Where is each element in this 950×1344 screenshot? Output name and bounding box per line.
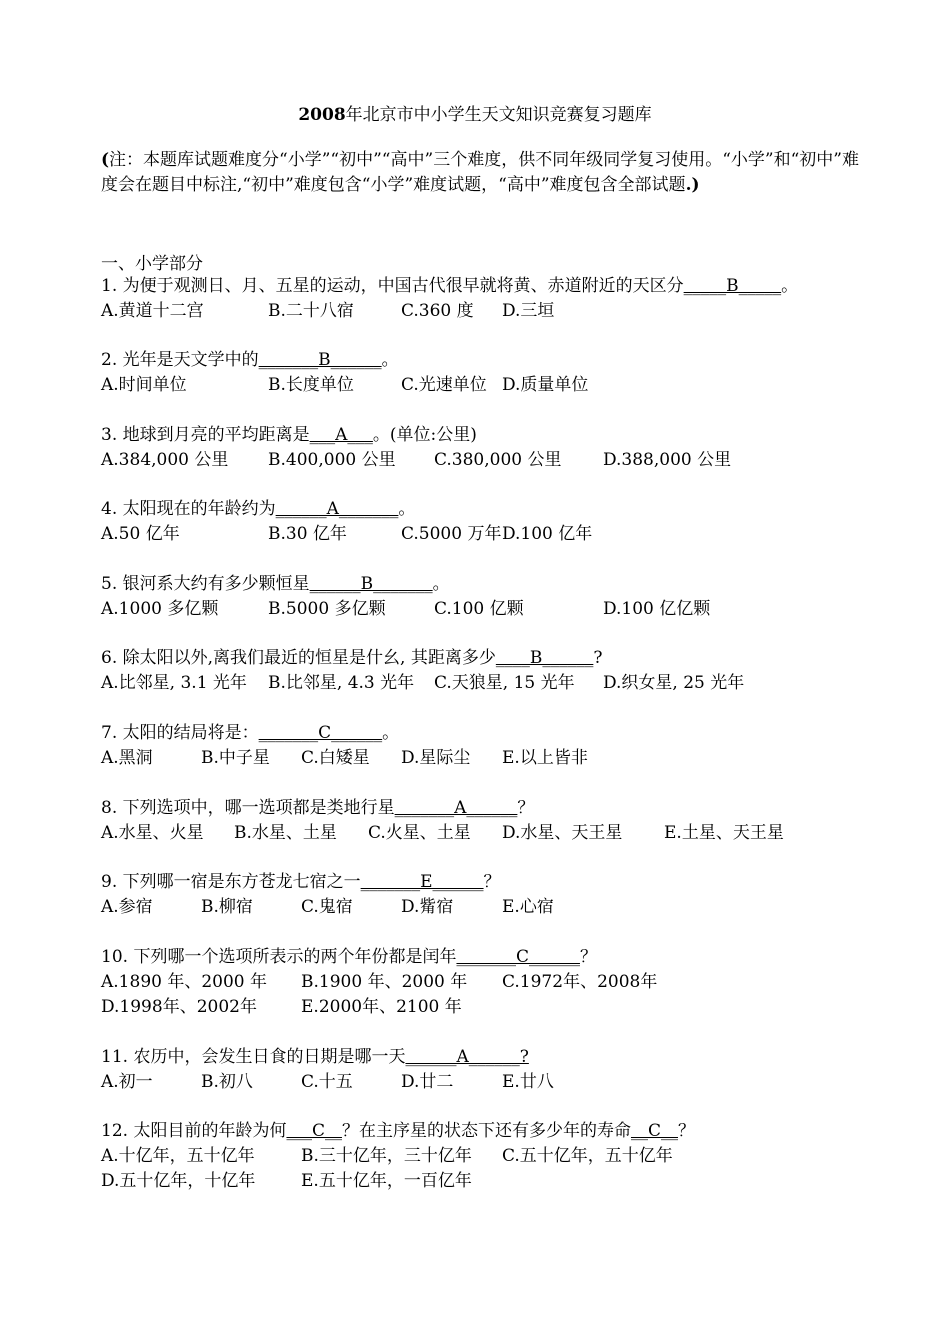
question-text: 。: [382, 723, 400, 743]
option-a: A.水星、火星: [101, 823, 204, 843]
options-row: [101, 299, 861, 324]
question-3: [101, 423, 861, 473]
question-text: ？在主序星的状态下还有多少年的寿命: [341, 1121, 631, 1141]
option-a: A.黄道十二宫: [101, 301, 204, 321]
option-b: B.5000 多亿颗: [268, 599, 386, 619]
question-text: 。: [381, 350, 399, 370]
question-stem: [101, 1119, 861, 1144]
question-8: [101, 796, 861, 846]
question-text: 8. 下列选项中，哪一选项都是类地行星: [101, 798, 395, 818]
question-text: 。(单位:公里): [372, 425, 477, 445]
option-c: C.1972年、2008年: [502, 972, 658, 992]
option-b: B.初八: [201, 1072, 253, 1092]
option-b: B.柳宿: [201, 897, 253, 917]
option-a: A.1000 多亿颗: [101, 599, 219, 619]
question-2: [101, 348, 861, 398]
option-e: E.五十亿年，一百亿年: [301, 1171, 472, 1191]
answer-blank: ______B_______: [309, 574, 433, 594]
options-row: [101, 597, 861, 622]
option-b: B.中子星: [201, 748, 270, 768]
options-row: [101, 995, 861, 1020]
question-text: 6. 除太阳以外,离我们最近的恒星是什幺, 其距离多少: [101, 648, 496, 668]
question-6: [101, 646, 861, 696]
answer-blank: ___C__: [286, 1121, 342, 1141]
question-1: [101, 274, 861, 324]
question-10: [101, 945, 861, 1020]
question-5: [101, 572, 861, 622]
option-b: B.长度单位: [268, 375, 354, 395]
answer-blank: __C__: [630, 1121, 678, 1141]
question-stem: [101, 796, 861, 821]
option-c: C.鬼宿: [301, 897, 353, 917]
option-b: B.二十八宿: [268, 301, 354, 321]
option-b: B.1900 年、2000 年: [301, 972, 468, 992]
note-text: 注：本题库试题难度分“小学”“初中”“高中”三个难度，供不同年级同学复习使用。“小学”和“初中”难度会在题目中标注,“初中”难度包含“小学”难度试题，“高中”难度包含全部试题: [101, 150, 859, 195]
option-e: E.2000年、2100 年: [301, 997, 462, 1017]
options-row: [101, 671, 861, 696]
answer-blank: ______A______?: [405, 1047, 529, 1067]
option-e: E.廿八: [502, 1072, 554, 1092]
option-b: B.比邻星, 4.3 光年: [268, 673, 415, 693]
option-b: B.30 亿年: [268, 524, 347, 544]
options-row: [101, 448, 861, 473]
option-c: C.5000 万年: [401, 524, 502, 544]
answer-blank: _______C______: [258, 723, 383, 743]
question-stem: [101, 348, 861, 373]
option-d: D.五十亿年，十亿年: [101, 1171, 256, 1191]
question-stem: [101, 646, 861, 671]
question-text: 11. 农历中，会发生日食的日期是哪一天: [101, 1047, 406, 1067]
question-text: 3. 地球到月亮的平均距离是: [101, 425, 310, 445]
option-e: E.土星、天王星: [664, 823, 784, 843]
option-d: D.1998年、2002年: [101, 997, 257, 1017]
option-c: C.光速单位: [401, 375, 487, 395]
option-b: B.水星、土星: [234, 823, 337, 843]
question-stem: [101, 870, 861, 895]
options-row: [101, 746, 861, 771]
option-c: C.白矮星: [301, 748, 370, 768]
question-text: 。: [781, 276, 799, 296]
question-text: ？: [517, 798, 535, 818]
question-text: 。: [398, 499, 416, 519]
option-a: A.初一: [101, 1072, 153, 1092]
question-stem: [101, 274, 861, 299]
option-a: A.参宿: [101, 897, 153, 917]
question-text: ？: [579, 947, 597, 967]
option-c: C.100 亿颗: [434, 599, 524, 619]
answer-blank: _______B______: [258, 350, 382, 370]
option-d: D.100 亿年: [502, 524, 593, 544]
question-11: [101, 1045, 861, 1095]
question-stem: [101, 1045, 861, 1070]
option-d: D.星际尘: [401, 748, 471, 768]
question-text: 5. 银河系大约有多少颗恒星: [101, 574, 310, 594]
option-a: A.黑洞: [101, 748, 153, 768]
option-e: E.心宿: [502, 897, 554, 917]
question-text: 2. 光年是天文学中的: [101, 350, 259, 370]
options-row: [101, 522, 861, 547]
question-text: 10. 下列哪一个选项所表示的两个年份都是闰年: [101, 947, 457, 967]
option-c: C.天狼星, 15 光年: [434, 673, 575, 693]
option-d: D.水星、天王星: [502, 823, 623, 843]
question-text: 12. 太阳目前的年龄为何: [101, 1121, 287, 1141]
option-c: C.十五: [301, 1072, 353, 1092]
question-text: 7. 太阳的结局将是：: [101, 723, 259, 743]
note-open: (: [101, 150, 110, 170]
options-row: [101, 821, 861, 846]
options-row: [101, 1070, 861, 1095]
question-stem: [101, 721, 861, 746]
option-a: A.1890 年、2000 年: [101, 972, 268, 992]
question-4: [101, 497, 861, 547]
question-text: 9. 下列哪一宿是东方苍龙七宿之一: [101, 872, 361, 892]
option-c: C.380,000 公里: [434, 450, 562, 470]
title-text: 年北京市中小学生天文知识竞赛复习题库: [345, 105, 652, 125]
option-d: D.质量单位: [502, 375, 589, 395]
question-12: [101, 1119, 861, 1194]
question-text: ？: [677, 1121, 695, 1141]
answer-blank: _______A______: [394, 798, 518, 818]
options-row: [101, 895, 861, 920]
option-b: B.400,000 公里: [268, 450, 396, 470]
option-a: A.50 亿年: [101, 524, 180, 544]
option-a: A.时间单位: [101, 375, 187, 395]
answer-blank: ____B______: [495, 648, 594, 668]
option-c: C.360 度: [401, 301, 474, 321]
option-c: C.火星、土星: [368, 823, 471, 843]
question-7: [101, 721, 861, 771]
page-title: [0, 100, 950, 125]
option-d: D.三垣: [502, 301, 555, 321]
option-c: C.五十亿年，五十亿年: [502, 1146, 673, 1166]
question-stem: [101, 945, 861, 970]
options-row: [101, 970, 861, 995]
option-a: A.比邻星, 3.1 光年: [101, 673, 247, 693]
question-9: [101, 870, 861, 920]
note-close: .): [685, 175, 700, 195]
answer-blank: _____B_____: [683, 276, 782, 296]
answer-blank: ______A_______: [275, 499, 399, 519]
question-text: ？: [483, 872, 501, 892]
option-a: A.十亿年，五十亿年: [101, 1146, 255, 1166]
title-year: 2008: [298, 105, 346, 125]
question-text: 。: [432, 574, 450, 594]
question-stem: [101, 572, 861, 597]
section-heading: 一、小学部分: [101, 254, 203, 274]
option-b: B.三十亿年，三十亿年: [301, 1146, 472, 1166]
answer-blank: ___A___: [309, 425, 373, 445]
question-stem: [101, 423, 861, 448]
option-e: E.以上皆非: [502, 748, 588, 768]
question-text: 1. 为便于观测日、月、五星的运动，中国古代很早就将黄、赤道附近的天区分: [101, 276, 684, 296]
option-d: D.觜宿: [401, 897, 454, 917]
answer-blank: _______C______: [456, 947, 580, 967]
note-paragraph: [101, 148, 861, 198]
options-row: [101, 373, 861, 398]
options-row: [101, 1169, 861, 1194]
option-d: D.100 亿亿颗: [603, 599, 711, 619]
answer-blank: _______E______: [360, 872, 484, 892]
option-d: D.廿二: [401, 1072, 454, 1092]
question-text: 4. 太阳现在的年龄约为: [101, 499, 276, 519]
question-stem: [101, 497, 861, 522]
options-row: [101, 1144, 861, 1169]
option-a: A.384,000 公里: [101, 450, 229, 470]
question-text: ?: [593, 648, 603, 668]
option-d: D.388,000 公里: [603, 450, 732, 470]
option-d: D.织女星, 25 光年: [603, 673, 745, 693]
